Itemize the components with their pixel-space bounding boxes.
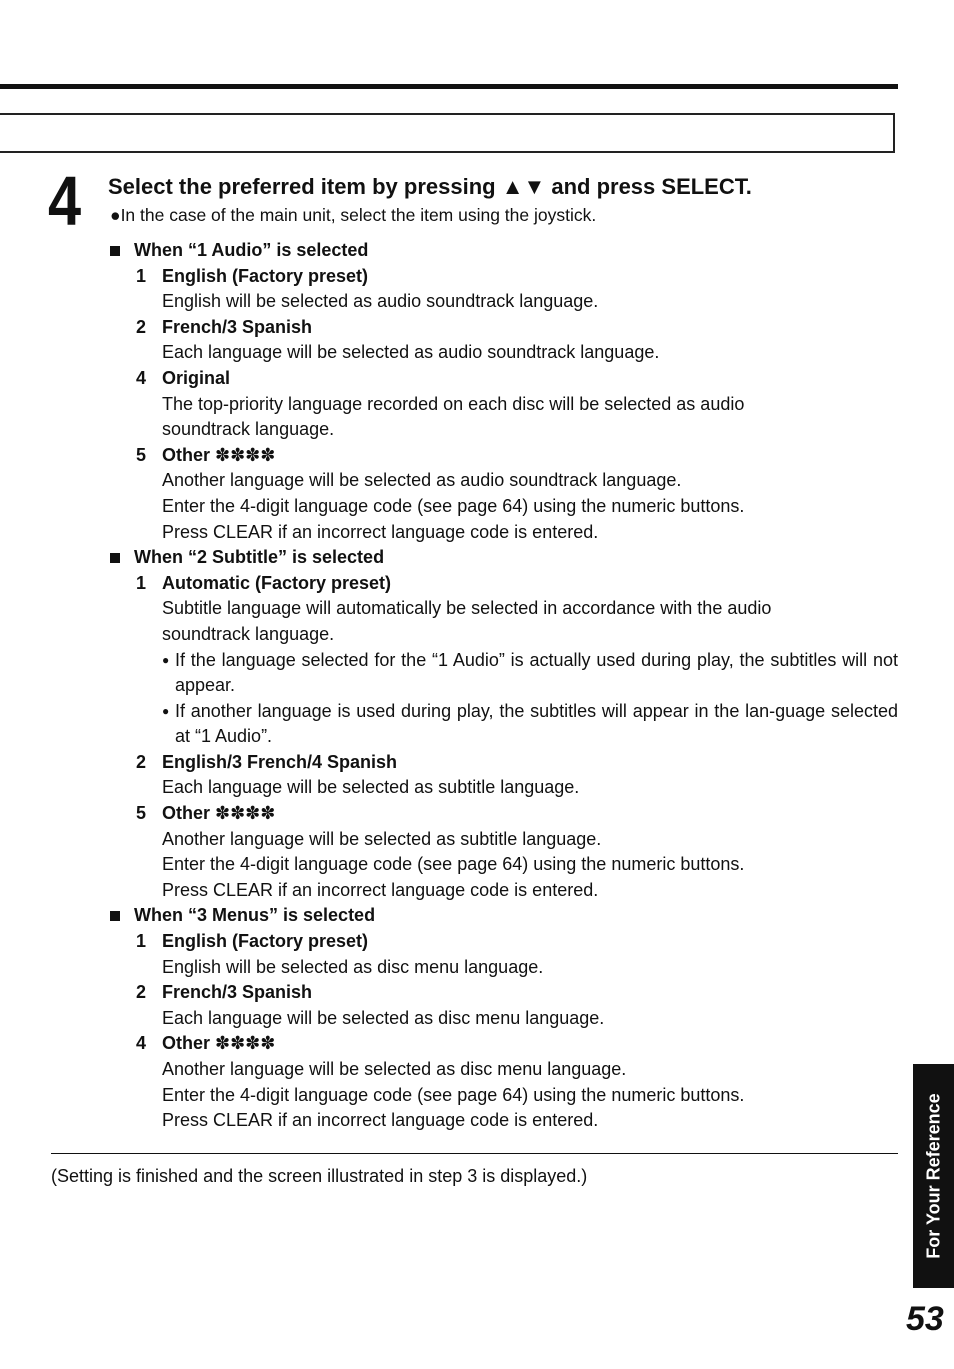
option-number: 4 xyxy=(136,367,147,388)
option-description: soundtrack language. xyxy=(162,623,335,644)
option-label: French/3 Spanish xyxy=(162,982,313,1003)
option-number: 1 xyxy=(136,931,147,952)
option-description: Each language will be selected as subtitle language. xyxy=(162,777,580,798)
option-number: 2 xyxy=(136,751,147,772)
step-note: ●In the case of the main unit, select the item using the joystick. xyxy=(110,205,597,225)
step-number: 4 xyxy=(48,162,82,240)
option-label: Original xyxy=(162,367,231,388)
option-number: 1 xyxy=(136,572,147,593)
option-label: Automatic (Factory preset) xyxy=(162,572,392,593)
option-description: Enter the 4-digit language code (see page 64) using the numeric buttons. xyxy=(162,495,745,516)
section-heading-text: When “2 Subtitle” is selected xyxy=(134,547,385,568)
option-label: English (Factory preset) xyxy=(162,931,369,952)
option-description: Subtitle language will automatically be selected in accordance with the audio xyxy=(162,598,772,619)
instruction-content xyxy=(110,238,898,1134)
bullet-dot-icon: ● xyxy=(162,703,170,718)
option-item xyxy=(110,571,898,597)
option-label: Other ✽✽✽✽ xyxy=(162,803,276,824)
option-item xyxy=(110,443,898,469)
header-band xyxy=(0,113,895,153)
bullet-note xyxy=(110,699,898,750)
option-description: Another language will be selected as subtitle language. xyxy=(162,828,602,849)
option-item xyxy=(110,750,898,776)
option-label: Other ✽✽✽✽ xyxy=(162,444,276,465)
option-description: Press CLEAR if an incorrect language code is entered. xyxy=(162,1110,599,1131)
bottom-rule xyxy=(51,1153,898,1154)
option-description: Enter the 4-digit language code (see page 64) using the numeric buttons. xyxy=(162,854,745,875)
option-label: English/3 French/4 Spanish xyxy=(162,751,398,772)
square-bullet-icon xyxy=(110,246,120,256)
option-item xyxy=(110,264,898,290)
option-description: Each language will be selected as disc menu language. xyxy=(162,1007,605,1028)
option-number: 5 xyxy=(136,803,147,824)
option-description: Another language will be selected as disc menu language. xyxy=(162,1059,627,1079)
option-item xyxy=(110,980,898,1006)
footer-note: (Setting is finished and the screen illustrated in step 3 is displayed.) xyxy=(51,1166,588,1186)
option-number: 4 xyxy=(136,1033,147,1054)
section-heading-text: When “3 Menus” is selected xyxy=(134,905,376,926)
bullet-note-text: If another language is used during play, the subtitles will appear in the lan-guage selected at “1 Audio”. xyxy=(175,700,898,747)
option-item xyxy=(110,801,898,827)
section-heading xyxy=(110,545,898,571)
option-description: Another language will be selected as audio soundtrack language. xyxy=(162,470,682,491)
side-tab-label: For Your Reference xyxy=(923,1093,943,1259)
page-number: 53 xyxy=(906,1300,944,1338)
bullet-note xyxy=(110,648,898,699)
side-tab xyxy=(913,1064,954,1288)
option-label: Other ✽✽✽✽ xyxy=(162,1033,276,1054)
option-number: 2 xyxy=(136,982,147,1003)
square-bullet-icon xyxy=(110,553,120,563)
option-item xyxy=(110,366,898,392)
option-item xyxy=(110,315,898,341)
top-rule xyxy=(0,84,898,89)
option-number: 2 xyxy=(136,316,147,337)
option-number: 5 xyxy=(136,444,147,465)
option-number: 1 xyxy=(136,265,147,286)
option-description: Enter the 4-digit language code (see page 64) using the numeric buttons. xyxy=(162,1084,745,1105)
bullet-dot-icon: ● xyxy=(162,652,170,667)
option-item xyxy=(110,929,898,955)
square-bullet-icon xyxy=(110,911,120,921)
option-label: English (Factory preset) xyxy=(162,265,369,286)
section-heading xyxy=(110,903,898,929)
option-description: English will be selected as disc menu language. xyxy=(162,956,544,977)
option-item xyxy=(110,1031,898,1057)
option-description: The top-priority language recorded on each disc will be selected as audio xyxy=(162,393,745,414)
option-description: Each language will be selected as audio soundtrack language. xyxy=(162,342,660,363)
bullet-note-text: If the language selected for the “1 Audio” is actually used during play, the subtitles will not appear. xyxy=(175,649,898,696)
section-heading-text: When “1 Audio” is selected xyxy=(134,240,369,260)
option-description: Press CLEAR if an incorrect language code is entered. xyxy=(162,879,599,900)
step-title: Select the preferred item by pressing ▲▼ and press SELECT. xyxy=(108,174,752,199)
option-description: English will be selected as audio soundtrack language. xyxy=(162,291,599,312)
section-heading xyxy=(110,238,898,264)
option-label: French/3 Spanish xyxy=(162,316,313,337)
option-description: soundtrack language. xyxy=(162,419,335,440)
option-description: Press CLEAR if an incorrect language code is entered. xyxy=(162,521,599,542)
